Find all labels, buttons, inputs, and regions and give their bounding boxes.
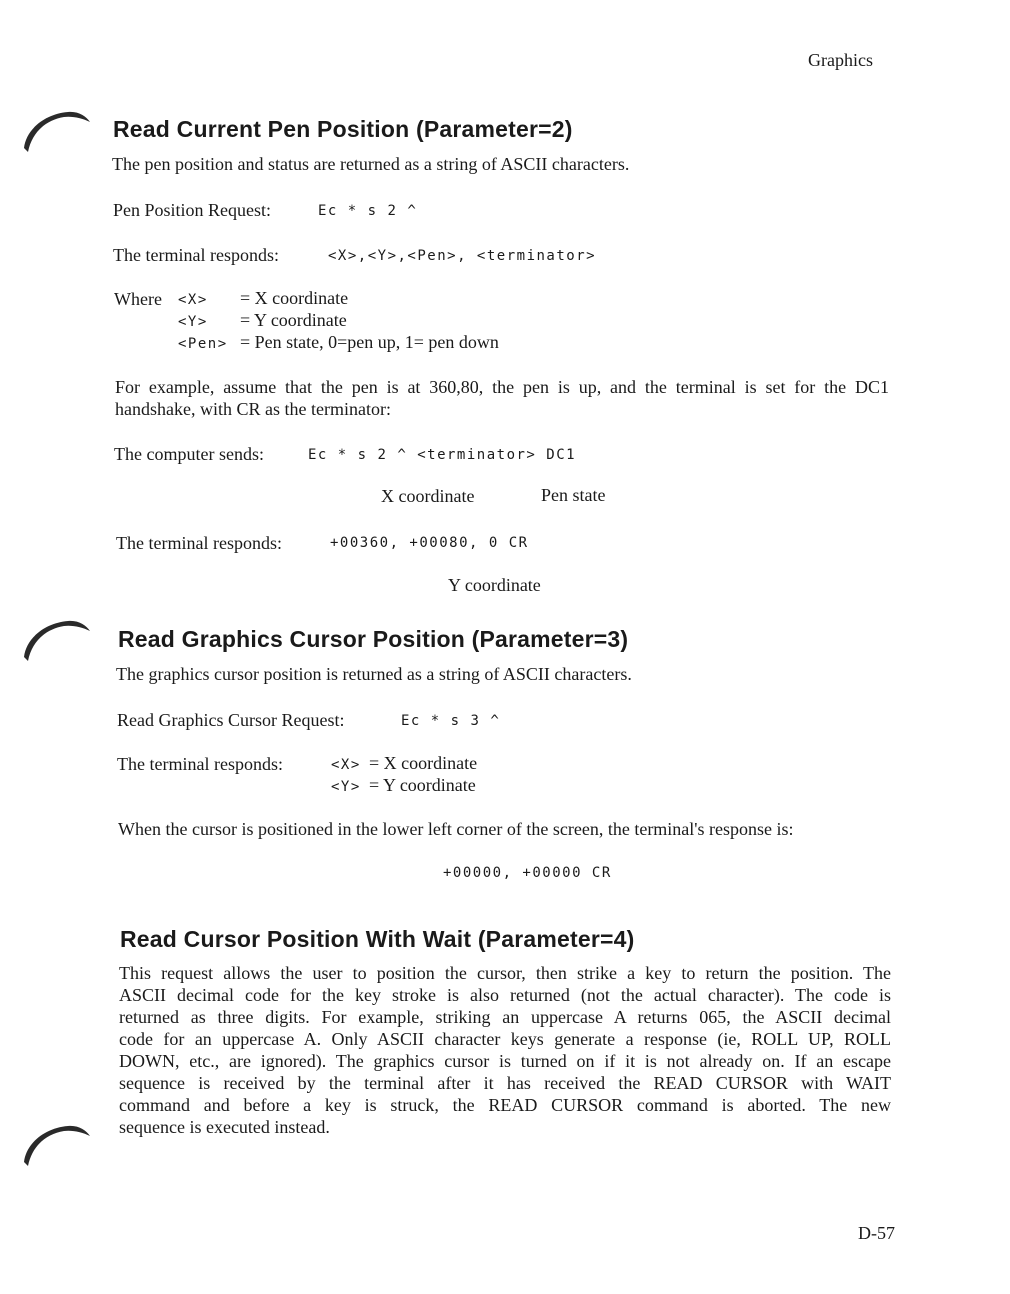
paragraph-line: handshake, with CR as the terminator: [115, 399, 391, 419]
paragraph-line: code for an uppercase A. Only ASCII character keys generate a response (ie, ROLL UP, ROLL [119, 1029, 891, 1049]
cursor-wait-paragraph [119, 962, 891, 1138]
terminal-responds-label: The terminal responds: [116, 533, 282, 553]
response-code: <X>,<Y>,<Pen>, <terminator> [328, 248, 597, 264]
paragraph-line: sequence is received by the terminal after it has received the READ CURSOR with WAIT [119, 1073, 891, 1093]
section-heading-cursor-wait: Read Cursor Position With Wait (Parameter=4) [120, 926, 635, 952]
request-code: Ec * s 2 ^ [318, 203, 418, 219]
paragraph-line: returned as three digits. For example, striking an uppercase A returns 065, the ASCII decimal [119, 1007, 891, 1027]
cursor-response-code: <X> [331, 757, 361, 773]
section-heading-graphics-cursor: Read Graphics Cursor Position (Parameter=3) [118, 626, 629, 652]
section-intro: The pen position and status are returned as a string of ASCII characters. [112, 154, 630, 174]
cursor-response-desc: = Y coordinate [369, 775, 476, 795]
cursor-response-code: <Y> [331, 779, 361, 795]
margin-mark-icon [22, 108, 92, 158]
annotation-y-coordinate: Y coordinate [448, 575, 541, 595]
margin-mark-icon [22, 1122, 92, 1172]
where-code: <Y> [178, 314, 208, 330]
cursor-response-label: The terminal responds: [117, 754, 283, 774]
paragraph-line: DOWN, etc., are ignored). The graphics cursor is turned on if it is not already on. If an escape [119, 1051, 891, 1071]
response-label: The terminal responds: [113, 245, 279, 265]
annotation-pen-state: Pen state [541, 485, 606, 505]
section-intro: The graphics cursor position is returned as a string of ASCII characters. [116, 664, 632, 684]
where-desc: = X coordinate [240, 288, 349, 308]
request-label: Pen Position Request: [113, 200, 272, 220]
paragraph-line: For example, assume that the pen is at 360,80, the pen is up, and the terminal is set for the DC1 [115, 377, 889, 397]
running-header: Graphics [808, 50, 873, 70]
where-desc: = Y coordinate [240, 310, 347, 330]
paragraph-line: ASCII decimal code for the key stroke is also returned (not the actual character). The code is [119, 985, 891, 1005]
where-desc: = Pen state, 0=pen up, 1= pen down [240, 332, 499, 352]
paragraph-line: This request allows the user to position the cursor, then strike a key to return the position. The [119, 963, 891, 983]
cursor-request-label: Read Graphics Cursor Request: [117, 710, 345, 730]
where-label: Where [114, 289, 162, 309]
computer-sends-label: The computer sends: [114, 444, 264, 464]
section-heading-pen-position: Read Current Pen Position (Parameter=2) [113, 116, 573, 142]
where-code: <Pen> [178, 336, 228, 352]
margin-mark-icon [22, 617, 92, 667]
where-code: <X> [178, 292, 208, 308]
terminal-responds-code: +00360, +00080, 0 CR [330, 535, 529, 551]
paragraph-line: command and before a key is struck, the READ CURSOR command is aborted. The new [119, 1095, 891, 1115]
paragraph-line: sequence is executed instead. [119, 1117, 330, 1137]
page-number: D-57 [858, 1223, 895, 1243]
cursor-response-desc: = X coordinate [369, 753, 478, 773]
annotation-x-coordinate: X coordinate [381, 486, 475, 506]
lower-left-corner-code: +00000, +00000 CR [443, 865, 612, 881]
cursor-request-code: Ec * s 3 ^ [401, 713, 501, 729]
lower-left-corner-text: When the cursor is positioned in the lower left corner of the screen, the terminal's response is: [118, 819, 794, 839]
example-paragraph [115, 376, 889, 420]
computer-sends-code: Ec * s 2 ^ <terminator> DC1 [308, 447, 577, 463]
